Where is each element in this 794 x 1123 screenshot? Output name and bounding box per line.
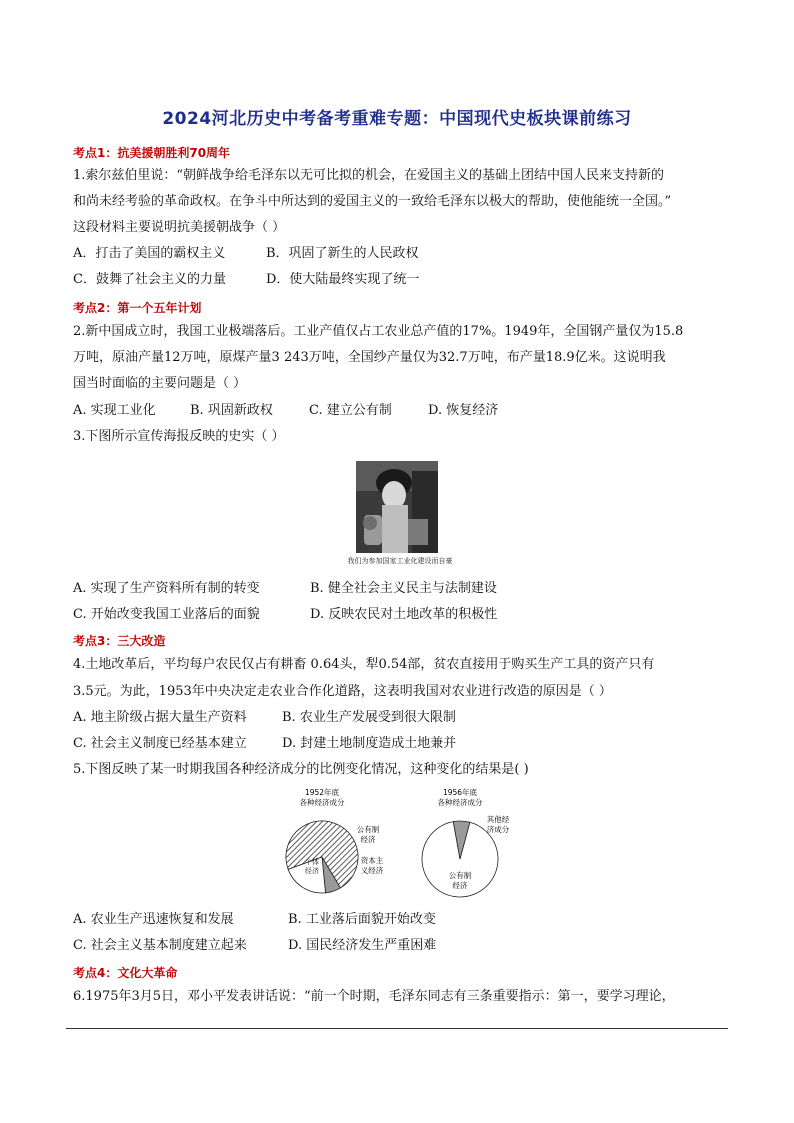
q3-option-a: A. 实现了生产资料所有制的转变 xyxy=(73,581,260,596)
page-title: 2024河北历史中考备考重难专题：中国现代史板块课前练习 xyxy=(162,109,632,129)
q1-option-d: D．使大陆最终实现了统一 xyxy=(266,272,420,287)
q5-option-d: D. 国民经济发生严重困难 xyxy=(288,938,437,953)
q2-line-2: 万吨，原油产量12万吨，原煤产量3 243万吨，全国纱产量仅为32.7万吨，布产量18.9亿米。这说明我 xyxy=(73,350,666,365)
q4-option-a: A. 地主阶级占据大量生产资料 xyxy=(73,710,247,725)
q3-option-d: D. 反映农民对土地改革的积极性 xyxy=(310,607,498,622)
pie-1952-title-line2: 各种经济成分 xyxy=(299,798,345,807)
industrialization-poster-image xyxy=(356,461,438,553)
q5-option-b: B. 工业落后面貌开始改变 xyxy=(288,912,436,927)
section-heading-1: 考点1：抗美援朝胜利70周年 xyxy=(73,146,231,160)
q1-option-c: C．鼓舞了社会主义的力量 xyxy=(73,272,226,287)
pie-1956-label-public-1: 公有制 xyxy=(448,871,472,880)
q2-line-1: 2.新中国成立时，我国工业极端落后。工业产值仅占工农业总产值的17%。1949年，全国钢产量仅为15.8 xyxy=(73,324,684,339)
q2-option-b: B. 巩固新政权 xyxy=(190,403,273,418)
q1-option-b: B．巩固了新生的人民政权 xyxy=(266,246,419,261)
pie-1952-label-public-2: 经济 xyxy=(360,835,376,844)
q3-option-b: B. 健全社会主义民主与法制建设 xyxy=(310,581,497,596)
q2-option-d: D. 恢复经济 xyxy=(428,403,499,418)
section-heading-3: 考点3：三大改造 xyxy=(73,634,166,648)
pie-1956-label-other-1: 其他经 xyxy=(486,815,510,824)
q3-option-c: C. 开始改变我国工业落后的面貌 xyxy=(73,607,260,622)
q3-line-1: 3.下图所示宣传海报反映的史实（ ） xyxy=(73,429,285,444)
pie-1956-title-line2: 各种经济成分 xyxy=(437,798,483,807)
economic-composition-charts xyxy=(280,784,520,908)
q4-line-2: 3.5元。为此，1953年中央决定走农业合作化道路，这表明我国对农业进行改造的原因是（ ） xyxy=(73,684,612,699)
pie-1952-label-public-1: 公有制 xyxy=(356,825,380,834)
section-heading-4: 考点4：文化大革命 xyxy=(73,966,178,980)
pie-1952-label-individual-2: 经济 xyxy=(305,867,319,875)
q4-option-d: D. 封建土地制度造成土地兼并 xyxy=(282,736,457,751)
q4-option-b: B. 农业生产发展受到很大限制 xyxy=(282,710,456,725)
pie-1952-title-line1: 1952年底 xyxy=(304,788,340,797)
pie-1952 xyxy=(286,821,358,893)
q2-option-c: C. 建立公有制 xyxy=(309,403,392,418)
q5-option-c: C. 社会主义基本制度建立起来 xyxy=(73,938,247,953)
q2-option-a: A. 实现工业化 xyxy=(73,403,156,418)
q4-option-c: C. 社会主义制度已经基本建立 xyxy=(73,736,247,751)
q1-line-2: 和尚未经考验的革命政权。在争斗中所达到的爱国主义的一致给毛泽东以极大的帮助，使他能统一全国。” xyxy=(73,194,672,209)
section-heading-2: 考点2：第一个五年计划 xyxy=(73,301,202,315)
q1-line-3: 这段材料主要说明抗美援朝战争（ ） xyxy=(73,220,286,235)
q2-line-3: 国当时面临的主要问题是（ ） xyxy=(73,376,247,391)
q1-line-1: 1.索尔兹伯里说：“朝鲜战争给毛泽东以无可比拟的机会，在爱国主义的基础上团结中国人民来支持新的 xyxy=(73,168,665,183)
pie-1952-label-individual-1: 个体 xyxy=(305,858,319,866)
pie-1952-label-capital-2: 义经济 xyxy=(360,866,384,875)
pie-1956-title-line1: 1956年底 xyxy=(442,788,478,797)
q4-line-1: 4.土地改革后，平均每户农民仅占有耕畜 0.64头，犁0.54部，贫农直接用于购买生产工具的资产只有 xyxy=(73,657,655,672)
pie-1956-label-public-2: 经济 xyxy=(452,881,468,890)
q5-option-a: A. 农业生产迅速恢复和发展 xyxy=(73,912,234,927)
poster-caption: 我们为参加国家工业化建设而自豪 xyxy=(347,557,453,565)
footer-divider xyxy=(66,1028,728,1029)
pie-1956-label-other-2: 济成分 xyxy=(486,825,510,834)
q1-option-a: A．打击了美国的霸权主义 xyxy=(73,246,226,261)
pie-1952-label-capital-1: 资本主 xyxy=(360,856,384,865)
q5-line-1: 5.下图反映了某一时期我国各种经济成分的比例变化情况，这种变化的结果是( ) xyxy=(73,762,529,777)
q6-line-1: 6.1975年3月5日，邓小平发表讲话说：“前一个时期，毛泽东同志有三条重要指示：第一，要学习理论， xyxy=(73,989,675,1004)
